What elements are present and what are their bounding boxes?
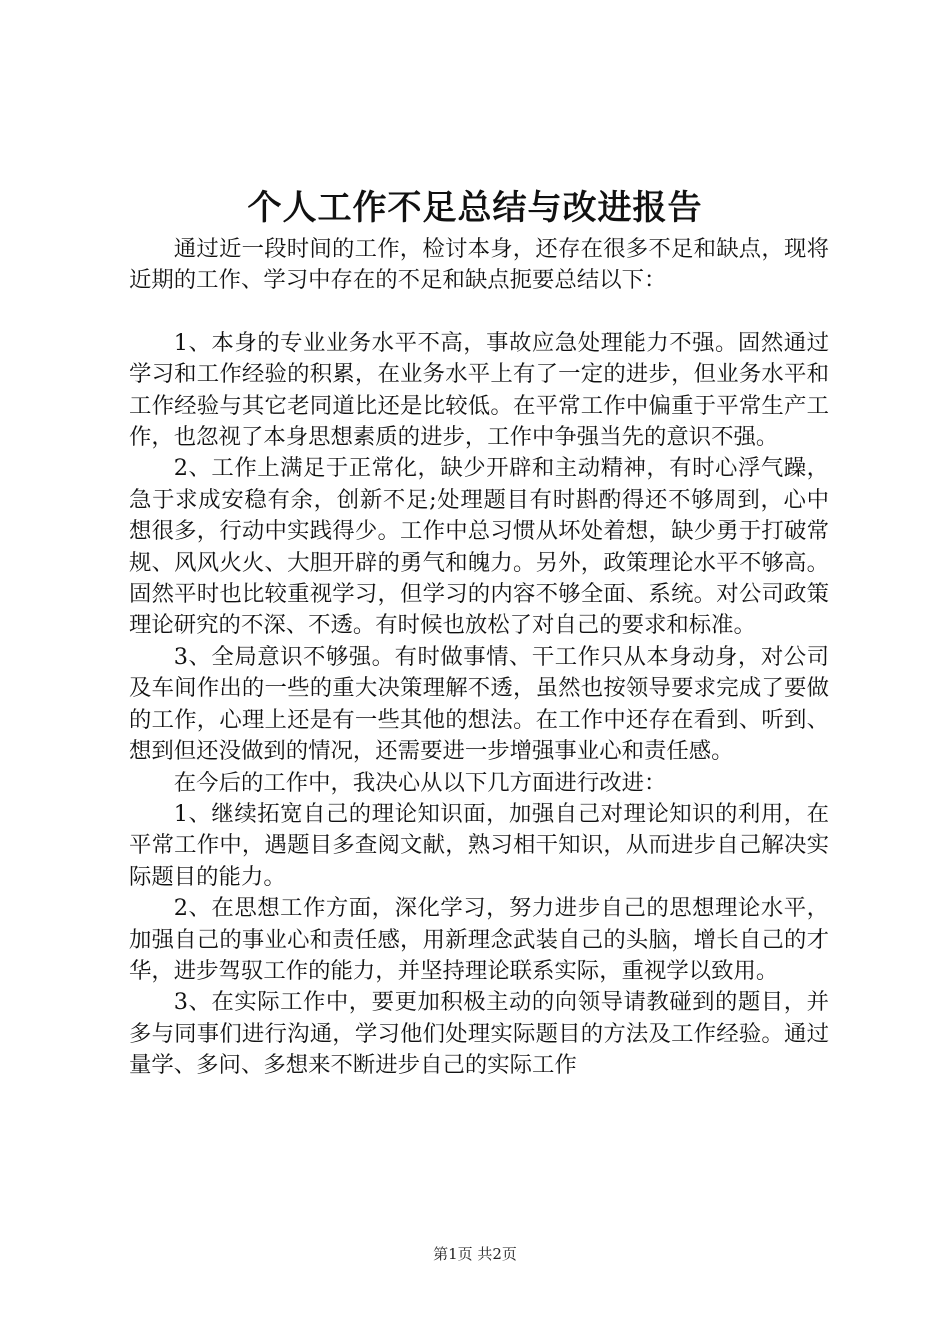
- shortcoming-paragraph-1: 1、本身的专业业务水平不高，事故应急处理能力不强。固然通过学习和工作经验的积累，在业务水平上有了一定的进步，但业务水平和工作经验与其它老同道比还是比较低。在平常工作中偏重于平常生产工作，也忽视了本身思想素质的进步，工作中争强当先的意识不强。: [129, 329, 829, 451]
- improvement-intro-paragraph: 在今后的工作中，我决心从以下几方面进行改进：: [173, 769, 667, 796]
- document-body: [129, 234, 829, 1082]
- improvement-paragraph-2: 2、在思想工作方面，深化学习，努力进步自己的思想理论水平，加强自己的事业心和责任感，用新理念武装自己的头脑，增长自己的才华，进步驾驭工作的能力，并坚持理论联系实际，重视学以致用。: [129, 895, 829, 984]
- document-title: 个人工作不足总结与改进报告: [247, 188, 703, 228]
- improvement-paragraph-1: 1、继续拓宽自己的理论知识面，加强自己对理论知识的利用，在平常工作中，遇题目多查阅文献，熟习相干知识，从而进步自己解决实际题目的能力。: [129, 800, 829, 890]
- shortcoming-paragraph-3: 3、全局意识不够强。有时做事情、干工作只从本身动身，对公司及车间作出的一些的重大决策理解不透，虽然也按领导要求完成了要做的工作，心理上还是有一些其他的想法。在工作中还存在看到、听到、想到但还没做到的情况，还需要进一步增强事业心和责任感。: [129, 643, 829, 765]
- page-footer: 第1页 共2页: [433, 1245, 517, 1263]
- intro-paragraph: 通过近一段时间的工作，检讨本身，还存在很多不足和缺点，现将近期的工作、学习中存在的不足和缺点扼要总结以下：: [129, 236, 829, 294]
- improvement-paragraph-3: 3、在实际工作中，要更加积极主动的向领导请教碰到的题目，并多与同事们进行沟通，学习他们处理实际题目的方法及工作经验。通过量学、多问、多想来不断进步自己的实际工作: [129, 989, 829, 1079]
- shortcoming-paragraph-2: 2、工作上满足于正常化，缺少开辟和主动精神，有时心浮气躁，急于求成安稳有余，创新不足;处理题目有时斟酌得还不够周到，心中想很多，行动中实践得少。工作中总习惯从坏处着想，缺少勇于打破常规、风风火火、大胆开辟的勇气和魄力。另外，政策理论水平不够高。固然平时也比较重视学习，但学习的内容不够全面、系统。对公司政策理论研究的不深、不透。有时候也放松了对自己的要求和标准。: [129, 455, 829, 639]
